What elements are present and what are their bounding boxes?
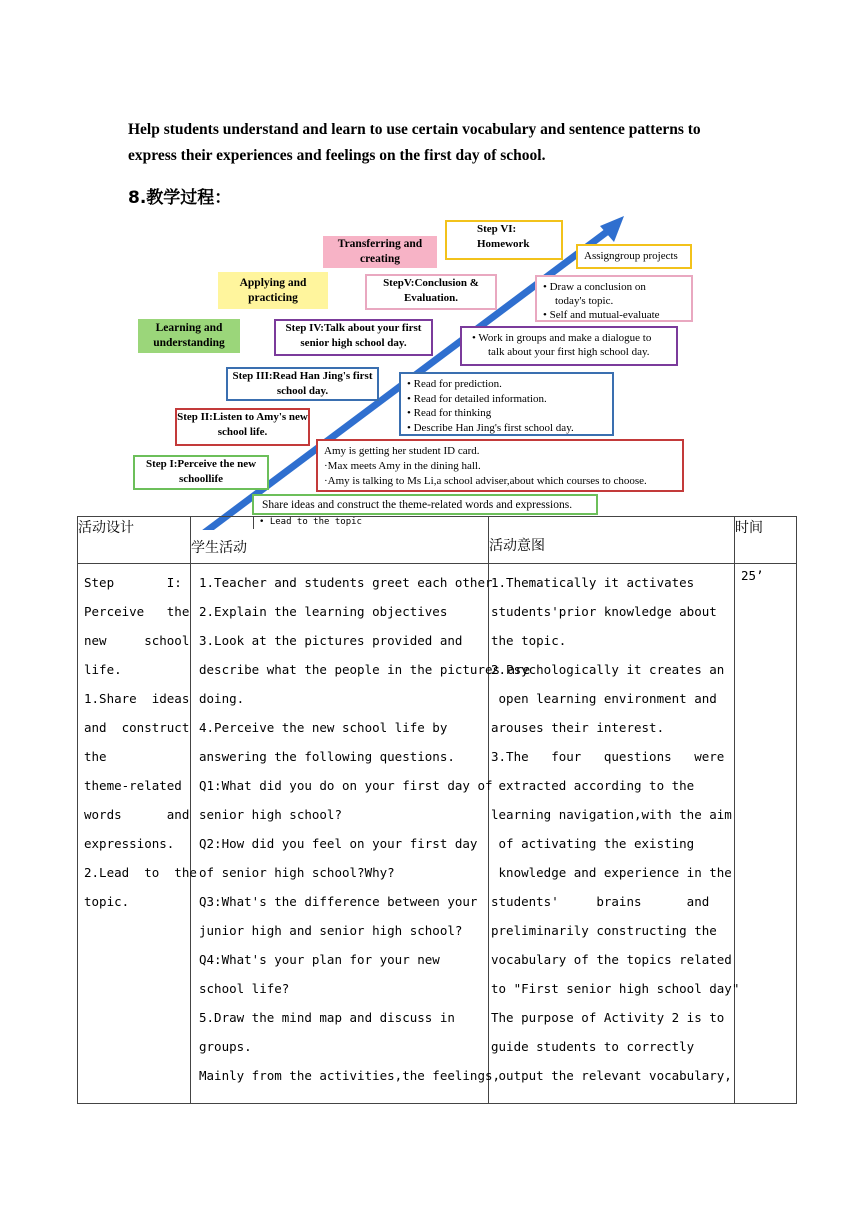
table-cell-line: 1.Thematically it activates (491, 575, 695, 590)
table-cell-line: open learning environment and (491, 691, 717, 706)
read-item: • Read for detailed information. (407, 392, 547, 405)
table-cell-line: to "First senior high school day" (491, 981, 740, 996)
header-time: 时间 (735, 517, 797, 564)
talk-item: • Work in groups and make a dialogue to (472, 332, 652, 344)
table-cell-line: 3.Look at the pictures provided and (199, 633, 463, 648)
table-cell-line: 1.Share ideas (84, 691, 190, 706)
stage-applying-label: Applying and practicing (239, 276, 307, 304)
table-cell-line: words and (84, 807, 190, 822)
teaching-process-diagram (0, 0, 860, 530)
table-cell-line: students'prior knowledge about (491, 604, 717, 619)
table-cell-line: guide students to correctly (491, 1039, 695, 1054)
step-6 (445, 220, 563, 260)
step-1-label: Step I:Perceive the new schoollife (145, 458, 257, 485)
table-cell-line: of senior high school?Why? (199, 865, 395, 880)
table-cell-line: describe what the people in the pictures are (199, 662, 531, 677)
table-cell-line: 2.Lead to the (84, 865, 197, 880)
share-ideas-text: Share ideas and construct the theme-related words and expressions. (262, 499, 573, 511)
table-cell-line: the topic. (491, 633, 567, 648)
table-cell-line: theme-related (84, 778, 182, 793)
table-cell-line: 4.Perceive the new school life by (199, 720, 448, 735)
intro-line-2: express their experiences and feelings on the first day of school. (128, 147, 546, 164)
conclusion-item: • Self and mutual-evaluate (543, 309, 660, 321)
table-cell-line: Step I: (84, 575, 182, 590)
listen-item: Amy is getting her student ID card. (324, 445, 480, 457)
table-cell-line: 5.Draw the mind map and discuss in (199, 1010, 455, 1025)
box-conclusion (535, 275, 693, 322)
step-6-label: Step VI: Homework (477, 223, 530, 250)
box-share-ideas (252, 494, 598, 515)
read-item: • Read for prediction. (407, 378, 502, 390)
table-cell-line: new school (84, 633, 190, 648)
box-listen (316, 439, 684, 492)
listen-item: ·Max meets Amy in the dining hall. (324, 460, 481, 472)
table-row (78, 564, 797, 1104)
conclusion-item: • Draw a conclusion on (543, 281, 646, 293)
table-header-row (78, 517, 797, 564)
table-cell-line: the (84, 749, 107, 764)
table-cell-line: Q4:What's your plan for your new (199, 952, 440, 967)
table-cell-line: topic. (84, 894, 130, 909)
table-cell-line: Q3:What's the difference between your (199, 894, 478, 909)
col1-lines (78, 564, 197, 916)
cell-time (735, 564, 797, 1104)
step-2-label: Step II:Listen to Amy's new school life. (177, 411, 308, 438)
conclusion-item: today's topic. (555, 295, 614, 307)
table-cell-line: answering the following questions. (199, 749, 455, 764)
table-cell-line: learning navigation,with the aim (491, 807, 732, 822)
table-cell-line: and construct (84, 720, 190, 735)
box-homework (576, 244, 692, 269)
stage-learning-label: Learning and understanding (153, 322, 225, 349)
table-cell-line: output the relevant vocabulary, (491, 1068, 732, 1083)
step-4 (274, 319, 433, 356)
step-3 (226, 367, 379, 401)
table-cell-line: doing. (199, 691, 245, 706)
box-read (399, 372, 614, 436)
step-3-label: Step III:Read Han Jing's first school day. (232, 370, 373, 397)
box-talk (460, 326, 678, 366)
step-1 (133, 455, 269, 490)
time-value: 25’ (741, 568, 764, 583)
section-title: 8.教学过程： (128, 188, 232, 208)
table-cell-line: preliminarily constructing the (491, 923, 717, 938)
col3-lines (489, 564, 740, 1090)
read-item: • Read for thinking (407, 407, 492, 419)
stage-applying (218, 272, 328, 309)
table-cell-line: expressions. (84, 836, 175, 851)
table-cell-line: The purpose of Activity 2 is to (491, 1010, 725, 1025)
header-student-activity: 学生活动 (191, 517, 489, 564)
step-4-label: Step IV:Talk about your first senior high school day. (285, 322, 422, 349)
header-activity-intent: 活动意图 (489, 517, 735, 564)
table-cell-line: arouses their interest. (491, 720, 665, 735)
lead-topic-text: • Lead to the topic (259, 517, 362, 527)
listen-item: ·Amy is talking to Ms Li,a school adviser,about which courses to choose. (324, 475, 647, 487)
table-cell-line: Mainly from the activities,the feelings, (199, 1068, 501, 1083)
table-cell-line: groups. (199, 1039, 252, 1054)
table-cell-line: extracted according to the (491, 778, 695, 793)
stage-transferring (323, 236, 437, 268)
table-cell-line: of activating the existing (491, 836, 695, 851)
stage-transferring-label: Transferring and creating (337, 238, 423, 265)
table-cell-line: Perceive the (84, 604, 190, 619)
read-item: • Describe Han Jing's first school day. (407, 421, 574, 434)
table-cell-line: school life? (199, 981, 290, 996)
table-cell-line: senior high school? (199, 807, 342, 822)
table-cell-line: Q1:What did you do on your first day of (199, 778, 493, 793)
table-cell-line: 2.Psychologically it creates an (491, 662, 725, 677)
table-cell-line: 1.Teacher and students greet each other (199, 575, 493, 590)
table-cell-line: 3.The four questions were (491, 749, 725, 764)
table-cell-line: students' brains and (491, 894, 710, 909)
table-cell-line: life. (84, 662, 122, 677)
cell-activity-design (78, 564, 197, 1104)
activity-table (77, 516, 797, 1104)
stage-learning (138, 319, 240, 353)
table-cell-line: knowledge and experience in the (491, 865, 732, 880)
intro-line-1: Help students understand and learn to use certain vocabulary and sentence patterns to (128, 121, 701, 138)
step-5 (365, 274, 497, 310)
step-5-label: StepV:Conclusion & Evaluation. (383, 277, 479, 304)
step-2 (175, 408, 310, 446)
homework-text: Assigngroup projects (584, 250, 678, 262)
table-cell-line: Q2:How did you feel on your first day (199, 836, 478, 851)
table-cell-line: junior high and senior high school? (199, 923, 463, 938)
table-cell-line: vocabulary of the topics related (491, 952, 732, 967)
talk-item: talk about your first high school day. (488, 346, 650, 358)
table-cell-line: 2.Explain the learning objectives (199, 604, 448, 619)
cell-activity-intent (489, 564, 740, 1104)
header-activity-design: 活动设计 (78, 517, 191, 564)
